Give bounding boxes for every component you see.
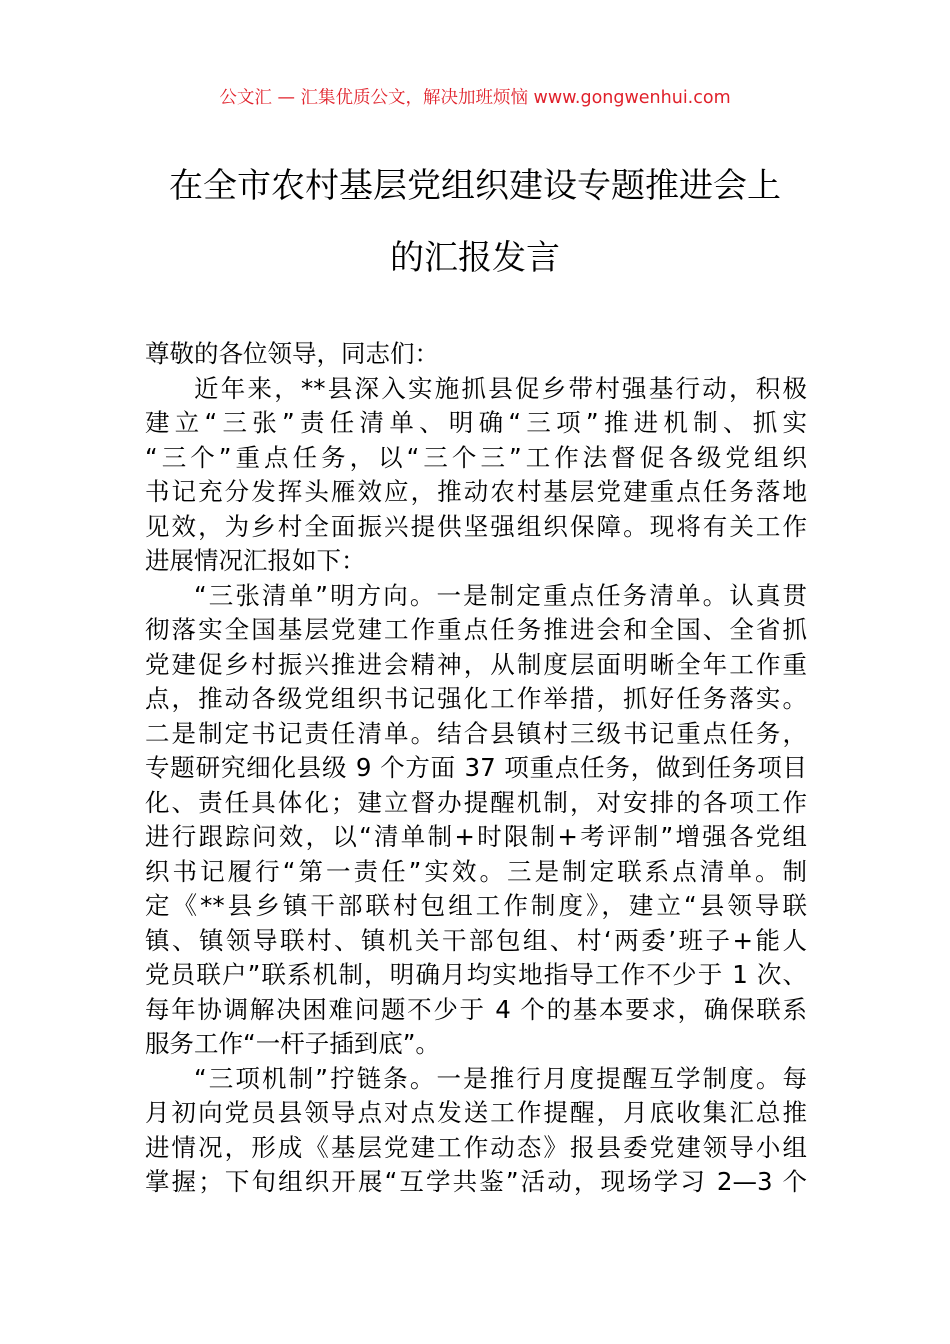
title-line-1: 在全市农村基层党组织建设专题推进会上 bbox=[169, 166, 781, 206]
body-line: 进展情况汇报如下： bbox=[145, 546, 366, 575]
body-line: 进行跟踪问效，以“清单制+时限制+考评制”增强各党组 bbox=[145, 822, 807, 851]
body-line: 镇、镇领导联村、镇机关干部包组、村‘两委’班子+能人 bbox=[145, 925, 807, 955]
body-line: 月初向党员县领导点对点发送工作提醒，月底收集汇总推 bbox=[145, 1098, 807, 1127]
body-line: 党员联户”联系机制，明确月均实地指导工作不少于 1 次、 bbox=[145, 960, 807, 989]
body-line: 二是制定书记责任清单。结合县镇村三级书记重点任务， bbox=[145, 718, 807, 748]
body-line: 进情况，形成《基层党建工作动态》报县委党建领导小组 bbox=[145, 1132, 807, 1162]
body-line: 服务工作“一杆子插到底”。 bbox=[145, 1029, 440, 1058]
header-banner: 公文汇 — 汇集优质公文，解决加班烦恼 www.gongwenhui.com bbox=[219, 88, 731, 108]
body-line: 建立“三张”责任清单、明确“三项”推进机制、抓实 bbox=[145, 408, 807, 437]
body-line: “三张清单”明方向。一是制定重点任务清单。认真贯 bbox=[194, 580, 807, 610]
body-line: 尊敬的各位领导，同志们： bbox=[145, 339, 439, 368]
body-line: 近年来，**县深入实施抓县促乡带村强基行动，积极 bbox=[194, 373, 807, 403]
body-line: 化、责任具体化；建立督办提醒机制，对安排的各项工作 bbox=[145, 787, 807, 817]
title-line-2: 的汇报发言 bbox=[390, 238, 560, 278]
body-line: 掌握；下旬组织开展“互学共鉴”活动，现场学习 2—3 个 bbox=[145, 1167, 807, 1196]
body-line: 定《**县乡镇干部联村包组工作制度》，建立“县领导联 bbox=[145, 891, 807, 920]
body-line: 彻落实全国基层党建工作重点任务推进会和全国、全省抓 bbox=[145, 615, 807, 644]
body-line: 见效，为乡村全面振兴提供坚强组织保障。现将有关工作 bbox=[145, 511, 807, 541]
body-line: 每年协调解决困难问题不少于 4 个的基本要求，确保联系 bbox=[145, 994, 807, 1024]
body-line: “三个”重点任务，以“三个三”工作法督促各级党组织 bbox=[145, 442, 807, 472]
document-body bbox=[145, 337, 807, 1200]
body-line: 织书记履行“第一责任”实效。三是制定联系点清单。制 bbox=[145, 856, 807, 886]
body-line: “三项机制”拧链条。一是推行月度提醒互学制度。每 bbox=[194, 1063, 807, 1093]
body-line: 专题研究细化县级 9 个方面 37 项重点任务，做到任务项目 bbox=[145, 753, 807, 782]
body-line: 党建促乡村振兴推进会精神，从制度层面明晰全年工作重 bbox=[145, 649, 807, 679]
document-title bbox=[0, 150, 950, 294]
body-line: 点，推动各级党组织书记强化工作举措，抓好任务落实。 bbox=[145, 684, 807, 713]
body-line: 书记充分发挥头雁效应，推动农村基层党建重点任务落地 bbox=[145, 477, 807, 506]
